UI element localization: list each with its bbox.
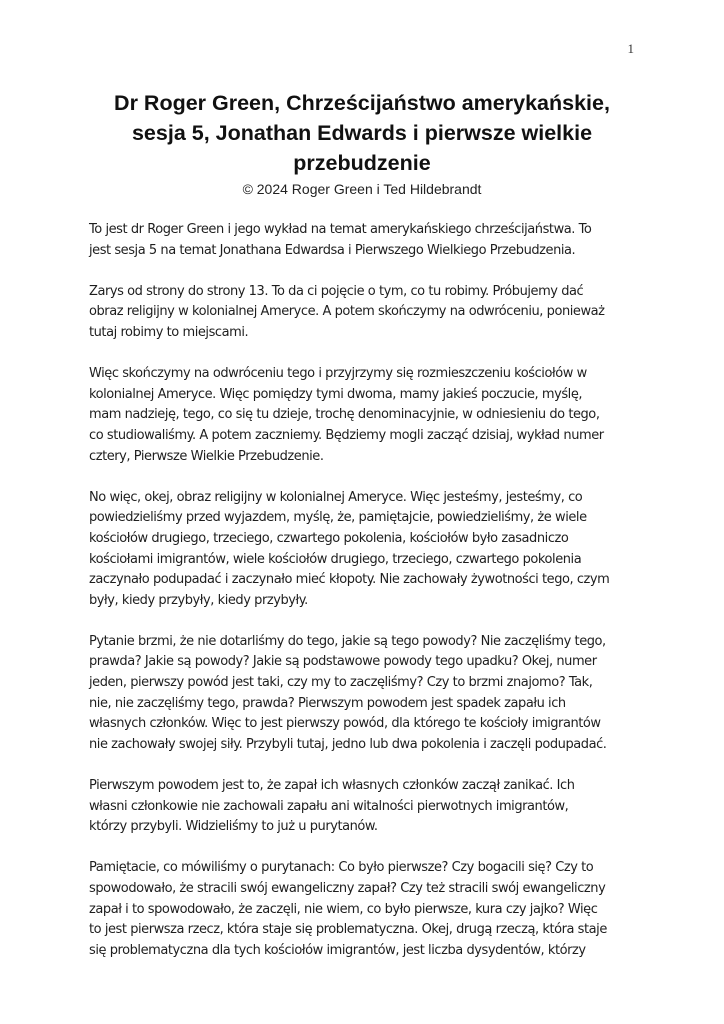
copyright-notice: © 2024 Roger Green i Ted Hildebrandt [242,181,482,197]
paragraph [89,858,649,961]
text-line: mam nadzieję, tego, co się tu dzieje, trochę denominacyjnie, w odniesieniu do tego, [89,407,600,423]
document-title [90,88,634,178]
text-line: To jest dr Roger Green i jego wykład na temat amerykańskiego chrześcijaństwa. To [89,222,592,237]
text-line: kościołami imigrantów, wiele kościołów drugiego, trzeciego, czwartego pokolenia [89,551,582,567]
title-line: sesja 5, Jonathan Edwards i pierwsze wielkie [131,121,593,145]
text-line: co studiowaliśmy. A potem zaczniemy. Będziemy mogli zacząć dzisiaj, wykład numer [89,427,604,443]
text-line: prawda? Jakie są powody? Jakie są podstawowe powody tego upadku? Okej, numer [89,654,597,670]
title-line: przebudzenie [293,151,431,175]
text-line: były, kiedy przybyły, kiedy przybyły. [89,592,308,608]
paragraph [89,220,649,261]
text-line: się problematyczna dla tych kościołów imigrantów, jest liczba dysydentów, którzy [89,942,586,958]
text-line: własnych członków. Więc to jest pierwszy powód, dla którego te kościoły imigrantów [89,716,601,732]
text-line: Pamiętacie, co mówiliśmy o purytanach: Co było pierwsze? Czy bogacili się? Czy to [89,860,594,876]
text-line: kościołów drugiego, trzeciego, czwartego pokolenia, kościołów było zasadniczo [89,530,569,546]
text-line: nie, nie zaczęliśmy tego, prawda? Pierwszym powodem jest spadek zapału ich [89,695,566,711]
text-line: którzy przybyli. Widzieliśmy to już u purytanów. [89,819,378,835]
paragraph [89,364,649,467]
text-line: powiedzieliśmy przed wyjazdem, myślę, że, pamiętajcie, powiedzieliśmy, że wiele [89,510,587,526]
text-line: spowodowało, że stracili swój ewangeliczny zapał? Czy też stracili swój ewangeliczny [89,881,606,896]
transcript-body [89,220,649,982]
text-line: Pytanie brzmi, że nie dotarliśmy do tego, jakie są tego powody? Nie zaczęliśmy tego, [89,633,606,649]
paragraph [89,282,649,344]
paragraph [89,776,649,838]
title-line: Dr Roger Green, Chrześcijaństwo amerykańskie, [114,91,610,115]
text-line: zapał i to spowodowało, że zaczęli, nie wiem, co było pierwsze, kura czy jajko? Więc [89,901,598,917]
text-line: własni członkowie nie zachowali zapału ani witalności pierwotnych imigrantów, [89,798,569,814]
text-line: Pierwszym powodem jest to, że zapał ich własnych członków zaczął zanikać. Ich [89,778,575,794]
paragraph [89,488,649,612]
text-line: tutaj robimy to miejscami. [89,324,249,340]
text-line: Zarys od strony do strony 13. To da ci pojęcie o tym, co tu robimy. Próbujemy dać [89,283,584,299]
text-line: zaczynało podupadać i zaczynało mieć kłopoty. Nie zachowały żywotności tego, czym [89,572,610,588]
text-line: jeden, pierwszy powód jest taki, czy my to zaczęliśmy? Czy to brzmi znajomo? Tak, [89,675,593,691]
page-number: 1 [627,41,634,56]
text-line: cztery, Pierwsze Wielkie Przebudzenie. [89,448,324,464]
text-line: kolonialnej Ameryce. Więc pomiędzy tymi dwoma, mamy jakieś poczucie, myślę, [89,386,583,402]
text-line: obraz religijny w kolonialnej Ameryce. A potem skończymy na odwróceniu, ponieważ [89,304,605,320]
text-line: jest sesja 5 na temat Jonathana Edwardsa i Pierwszego Wielkiego Przebudzenia. [89,242,576,258]
text-line: to jest pierwsza rzecz, która staje się problematyczna. Okej, drugą rzeczą, która staje [89,922,607,938]
text-line: No więc, okej, obraz religijny w kolonialnej Ameryce. Więc jesteśmy, jesteśmy, co [89,489,583,505]
text-line: nie zachowały swojej siły. Przybyli tutaj, jedno lub dwa pokolenia i zaczęli podupadać. [89,736,607,752]
paragraph [89,632,649,756]
text-line: Więc skończymy na odwróceniu tego i przyjrzymy się rozmieszczeniu kościołów w [89,366,587,382]
